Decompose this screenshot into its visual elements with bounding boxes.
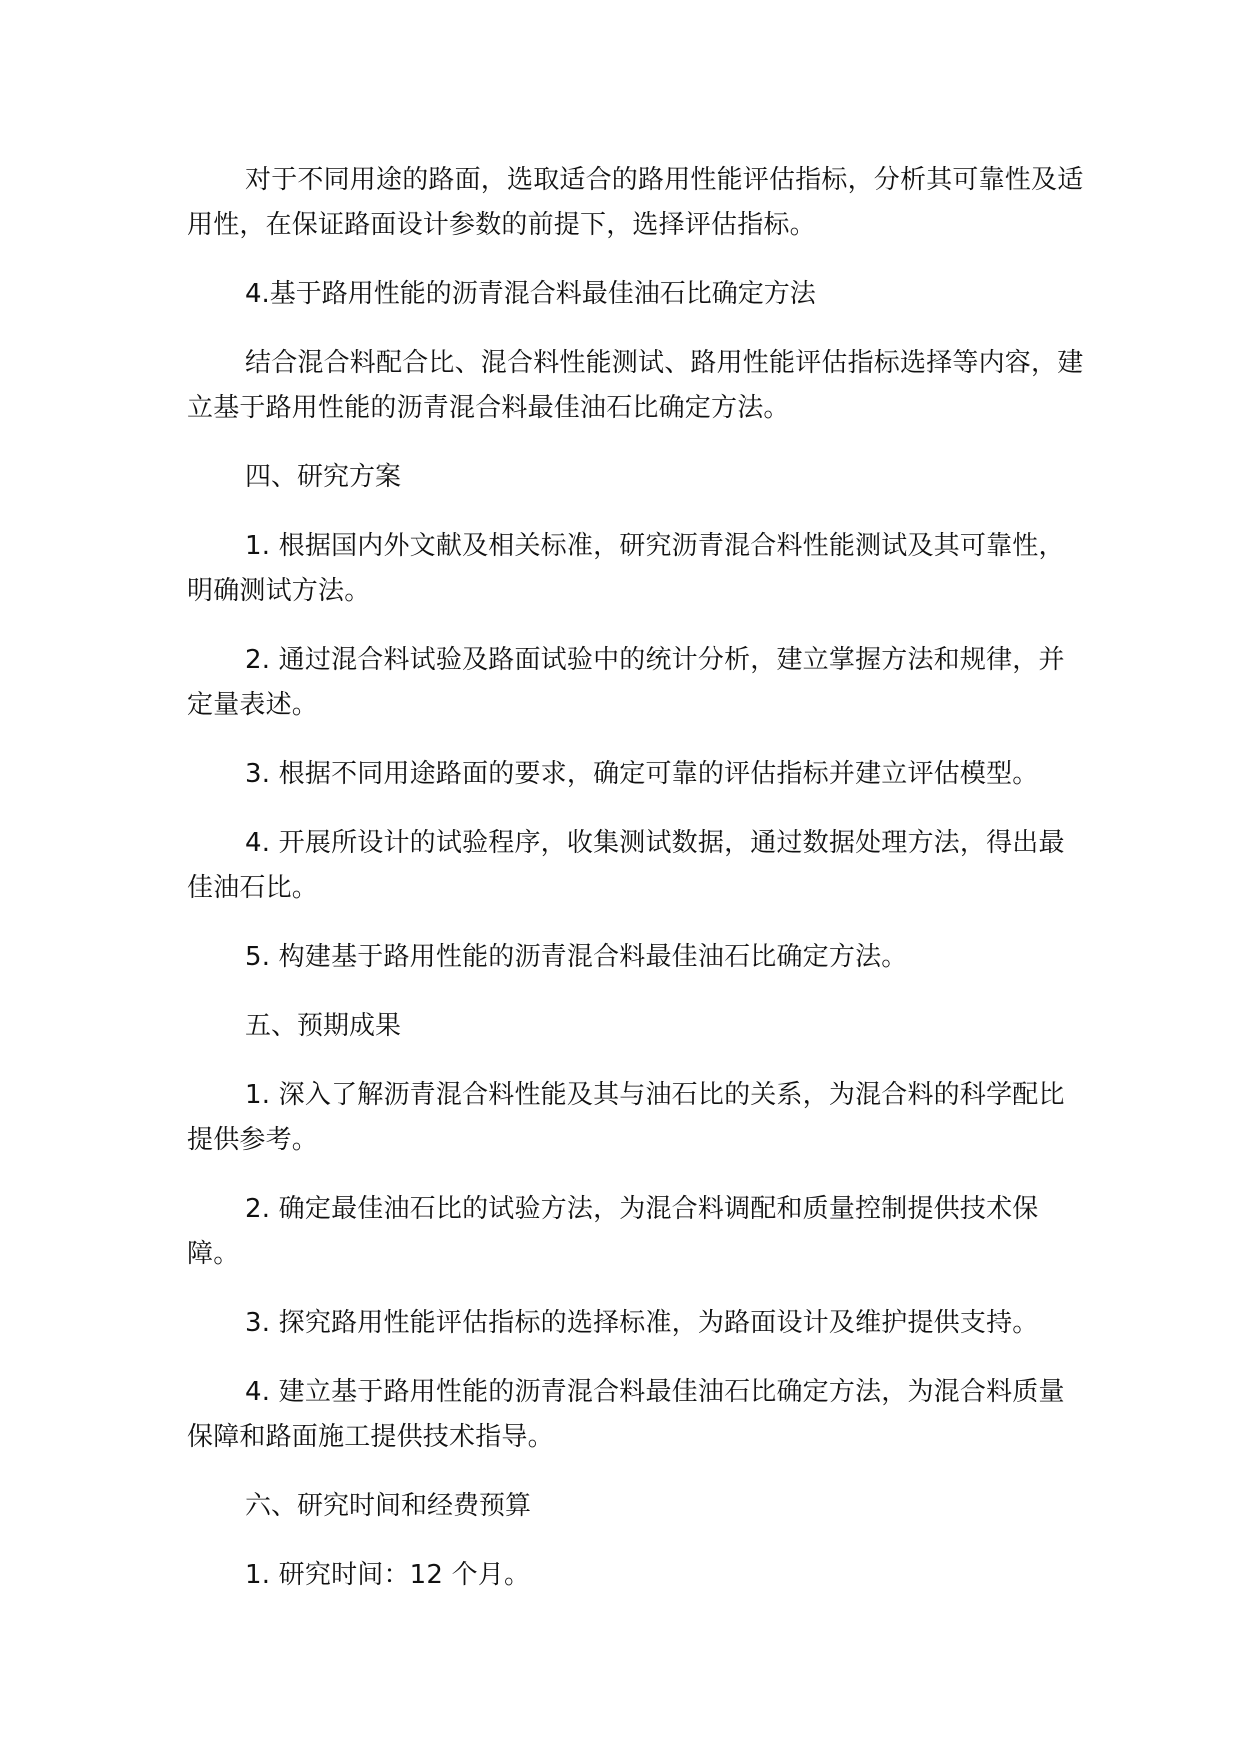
section-heading-time-budget: 六、研究时间和经费预算 xyxy=(245,1491,532,1521)
section-heading-research-plan: 四、研究方案 xyxy=(245,462,402,492)
research-plan-item-4: 4. 开展所设计的试验程序，收集测试数据，通过数据处理方法，得出最佳油石比。 xyxy=(187,828,1065,903)
expected-result-item-2: 2. 确定最佳油石比的试验方法，为混合料调配和质量控制提供技术保障。 xyxy=(187,1194,1039,1269)
expected-result-item-3: 3. 探究路用性能评估指标的选择标准，为路面设计及维护提供支持。 xyxy=(245,1308,1039,1338)
research-plan-item-2: 2. 通过混合料试验及路面试验中的统计分析，建立掌握方法和规律，并定量表述。 xyxy=(187,645,1065,720)
subheading-method: 4.基于路用性能的沥青混合料最佳油石比确定方法 xyxy=(245,279,816,309)
research-plan-item-5: 5. 构建基于路用性能的沥青混合料最佳油石比确定方法。 xyxy=(245,942,908,972)
section-heading-expected-results: 五、预期成果 xyxy=(245,1011,402,1041)
paragraph-index-selection: 对于不同用途的路面，选取适合的路用性能评估指标，分析其可靠性及适用性，在保证路面设计参数的前提下，选择评估指标。 xyxy=(187,165,1084,240)
research-plan-item-1: 1. 根据国内外文献及相关标准，研究沥青混合料性能测试及其可靠性，明确测试方法。 xyxy=(187,531,1065,606)
expected-result-item-4: 4. 建立基于路用性能的沥青混合料最佳油石比确定方法，为混合料质量保障和路面施工提供技术指导。 xyxy=(187,1377,1065,1452)
research-plan-item-3: 3. 根据不同用途路面的要求，确定可靠的评估指标并建立评估模型。 xyxy=(245,759,1039,789)
time-budget-item-1: 1. 研究时间：12 个月。 xyxy=(245,1560,531,1590)
expected-result-item-1: 1. 深入了解沥青混合料性能及其与油石比的关系，为混合料的科学配比提供参考。 xyxy=(187,1080,1065,1155)
paragraph-method-summary: 结合混合料配合比、混合料性能测试、路用性能评估指标选择等内容，建立基于路用性能的沥青混合料最佳油石比确定方法。 xyxy=(187,348,1084,423)
document-body xyxy=(187,158,1087,1622)
